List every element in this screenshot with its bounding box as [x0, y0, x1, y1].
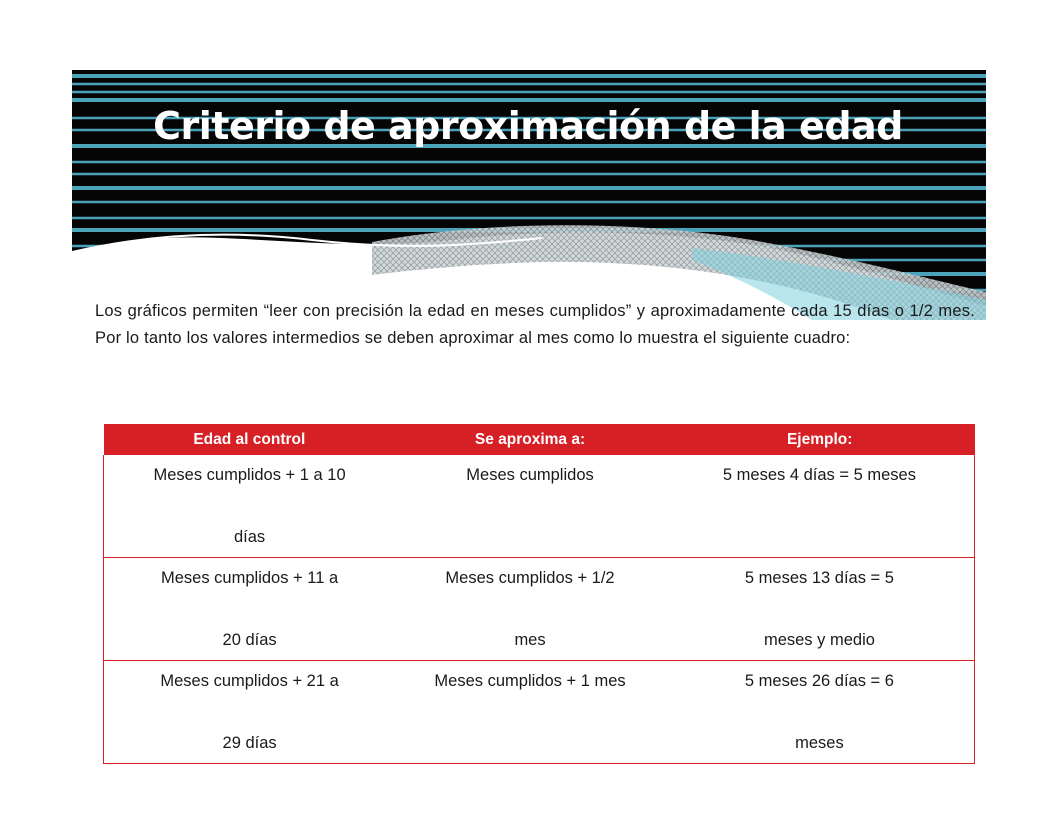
cell-line: 29 días: [222, 734, 277, 752]
cell-line: mes: [514, 631, 546, 649]
cell-line: 5 meses 26 días = 6: [744, 672, 894, 690]
table-cell: [104, 558, 396, 661]
cell-line: Meses cumplidos + 21 a: [160, 672, 339, 690]
table-cell: [395, 455, 665, 558]
table-cell: [395, 661, 665, 764]
cell-line: días: [233, 528, 266, 546]
cell-line: meses y medio: [763, 631, 875, 649]
cell-line: 5 meses 13 días = 5: [744, 569, 894, 587]
cell-line: Meses cumplidos: [466, 466, 594, 484]
cell-line: Meses cumplidos + 1 mes: [434, 672, 626, 690]
age-approximation-table: [103, 424, 975, 764]
column-header-ejemplo: Ejemplo:: [665, 424, 975, 455]
cell-line: Meses cumplidos + 1/2: [445, 569, 615, 587]
intro-paragraph: Los gráficos permiten “leer con precisión la edad en meses cumplidos” y aproximadamente cada 15 días o 1/2 mes. Por lo tanto los valores intermedios se deben aproximar al mes como lo muestra el siguiente cuadro:: [95, 302, 975, 347]
table-cell: [104, 661, 396, 764]
cell-line: meses: [795, 734, 844, 752]
cell-line: Meses cumplidos + 1 a 10: [153, 466, 346, 484]
table-row: [104, 661, 975, 764]
cell-line: 20 días: [222, 631, 277, 649]
table-row: [104, 558, 975, 661]
column-header-aproxima: Se aproxima a:: [395, 424, 665, 455]
cell-line: Meses cumplidos + 11 a: [161, 569, 339, 587]
table-cell: [665, 455, 975, 558]
table-cell: [665, 661, 975, 764]
table-row: [104, 455, 975, 558]
page-title: Criterio de aproximación de la edad: [153, 104, 903, 148]
table-cell: [395, 558, 665, 661]
table-header-row: [104, 424, 975, 455]
column-header-edad: Edad al control: [104, 424, 396, 455]
cell-line: 5 meses 4 días = 5 meses: [722, 466, 916, 484]
table-cell: [665, 558, 975, 661]
table-cell: [104, 455, 396, 558]
